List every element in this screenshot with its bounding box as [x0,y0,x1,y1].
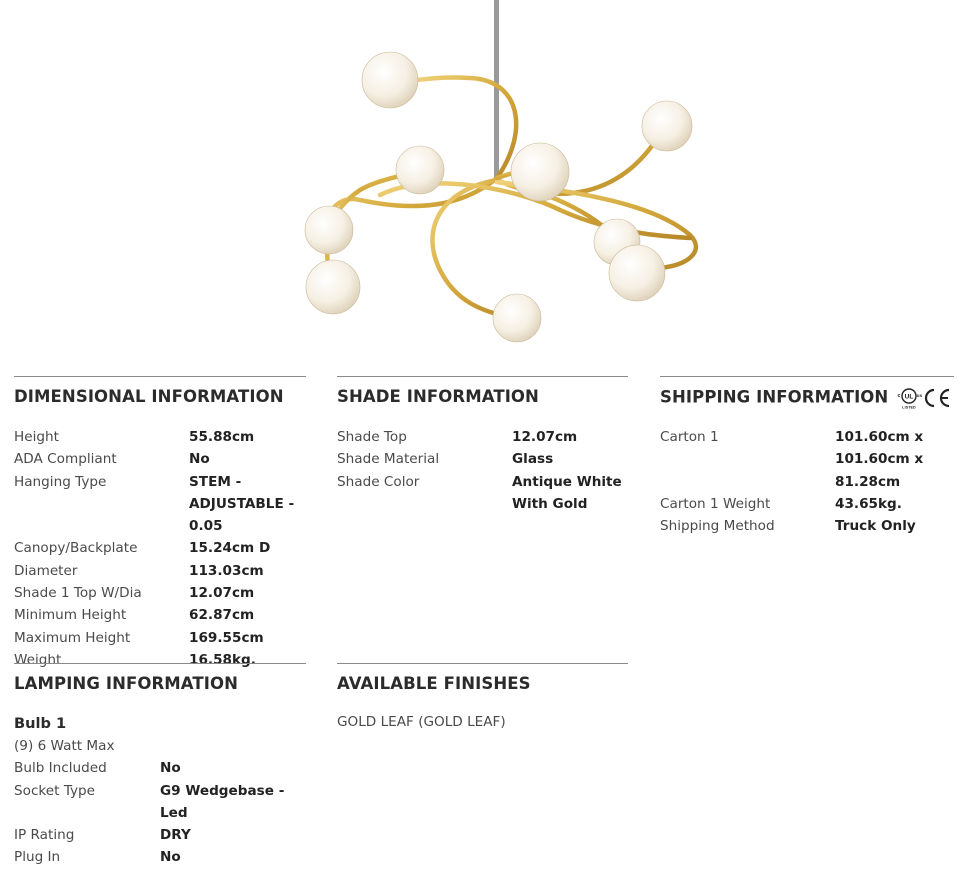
spec-value: 12.07cm [512,429,578,445]
globe [493,294,541,342]
spec-value: 16.58kg. [189,651,256,668]
section-title: SHADE INFORMATION [337,387,539,406]
globe [306,260,360,314]
svg-text:us: us [917,393,923,398]
spec-row [660,493,954,515]
chandelier-product-image [290,0,710,350]
spec-value: No [189,451,210,468]
spec-label: Maximum Height [14,629,131,646]
spec-label: IP Rating [14,827,75,844]
lamping-section [14,663,306,869]
globe [642,101,692,151]
spec-value: 43.65kg. [835,495,902,512]
spec-row [14,824,306,846]
spec-label: ADA Compliant [14,451,117,468]
spec-row [14,471,306,538]
spec-row [14,757,306,779]
spec-value: DRY [160,827,191,844]
spec-label: Carton 1 [660,429,719,445]
spec-row [14,582,306,604]
section-title: LAMPING INFORMATION [14,674,239,693]
section-title: SHIPPING INFORMATION [660,387,889,407]
globe [609,245,665,301]
spec-value: Glass [512,451,554,468]
spec-value: 113.03cm [189,562,264,579]
spec-label: Shade Top [337,429,407,445]
bulb-description: (9) 6 Watt Max [14,738,115,754]
spec-row [337,471,628,516]
spec-row [337,426,628,448]
svg-text:UL: UL [904,393,914,401]
section-divider [14,663,306,664]
spec-label: Shipping Method [660,518,775,535]
spec-row [14,537,306,559]
spec-row [14,448,306,470]
finishes-section [337,663,628,733]
section-divider [337,376,628,377]
dimensional-section [14,376,306,671]
finish-item: GOLD LEAF (GOLD LEAF) [337,714,506,730]
spec-label: Canopy/Backplate [14,540,138,557]
spec-label: Weight [14,651,62,668]
spec-value: 101.60cm x 101.60cm x 81.28cm [835,429,924,490]
spec-value: STEM - ADJUSTABLE - 0.05 [189,473,295,535]
spec-label: Height [14,429,59,445]
ul-listed-icon [896,386,922,410]
spec-label: Minimum Height [14,607,127,624]
spec-rows [660,426,954,537]
spec-value: No [160,760,181,777]
spec-rows [14,426,306,671]
ce-mark-icon [922,387,952,409]
spec-value: 169.55cm [189,629,264,646]
spec-value: 15.24cm D [189,540,271,557]
spec-label: Socket Type [14,782,96,799]
globe [396,146,444,194]
spec-row [14,627,306,649]
svg-text:c: c [897,393,901,399]
spec-value: Antique White With Gold [512,473,622,512]
spec-row [14,846,306,868]
certification-icons [896,386,952,410]
section-divider [14,376,306,377]
globe [305,206,353,254]
bulb-title: Bulb 1 [14,715,67,732]
section-title-row [660,386,954,408]
spec-rows [14,757,306,868]
spec-label: Shade Material [337,451,440,468]
spec-label: Carton 1 Weight [660,495,771,512]
spec-rows [337,426,628,515]
spec-value: 55.88cm [189,429,255,445]
spec-row [14,604,306,626]
svg-text:LISTED: LISTED [902,405,917,410]
section-divider [660,376,954,377]
spec-label: Shade 1 Top W/Dia [14,585,142,602]
section-title: AVAILABLE FINISHES [337,674,531,693]
shipping-section [660,376,954,537]
spec-label: Bulb Included [14,760,107,777]
spec-value: Truck Only [835,518,916,535]
spec-row [337,448,628,470]
spec-value: 62.87cm [189,607,255,624]
spec-label: Shade Color [337,473,420,490]
globe [511,143,569,201]
globe [362,52,418,108]
section-title: DIMENSIONAL INFORMATION [14,387,284,406]
spec-label: Diameter [14,562,78,579]
spec-row [660,426,954,493]
spec-label: Hanging Type [14,473,107,490]
spec-value: G9 Wedgebase - Led [160,782,285,821]
spec-row [14,780,306,825]
stem [494,0,499,180]
spec-label: Plug In [14,849,61,866]
shade-section [337,376,628,515]
spec-value: No [160,849,181,866]
spec-value: 12.07cm [189,585,255,602]
spec-row [660,515,954,537]
section-divider [337,663,628,664]
spec-row [14,426,306,448]
spec-row [14,560,306,582]
